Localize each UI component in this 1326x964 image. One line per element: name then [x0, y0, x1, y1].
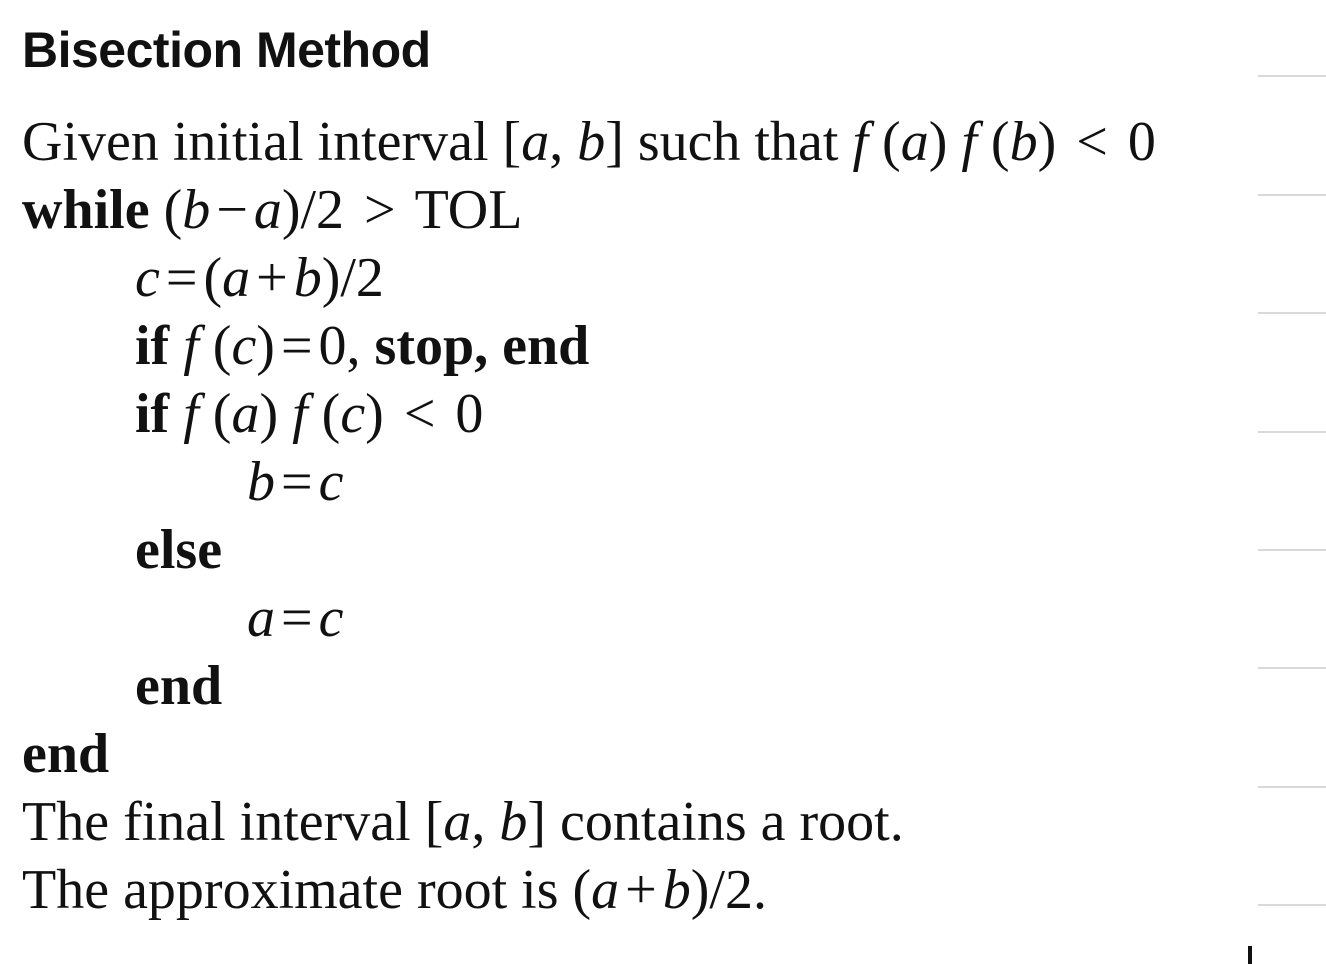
margin-rules [1254, 0, 1326, 964]
text-run: ( [307, 383, 341, 445]
text-run: )/2. [690, 859, 767, 921]
math-variable: c [318, 587, 344, 649]
keyword: end [135, 655, 223, 717]
math-variable: b [1009, 111, 1038, 173]
math-operator: + [256, 247, 288, 309]
algorithm-line [22, 448, 1156, 516]
text-run: ) [256, 315, 275, 377]
math-variable: a [247, 587, 275, 649]
math-variable: f [292, 383, 308, 445]
text-run [169, 383, 183, 445]
math-operator: = [281, 587, 313, 649]
math-variable: b [293, 247, 322, 309]
text-run: The final interval [ [22, 791, 444, 853]
math-variable: c [340, 383, 366, 445]
margin-rule [1258, 667, 1326, 669]
text-run: 0 [441, 383, 484, 445]
margin-rule [1258, 904, 1326, 906]
math-variable: f [852, 111, 869, 173]
text-run: ( [149, 179, 183, 241]
keyword: else [135, 519, 223, 581]
algorithm-title: Bisection Method [22, 22, 431, 78]
math-variable: a [900, 111, 929, 173]
text-cursor-mark [1248, 946, 1252, 964]
math-variable: c [318, 451, 344, 513]
math-operator: < [403, 383, 436, 445]
margin-rule [1258, 75, 1326, 77]
math-operator: + [625, 859, 657, 921]
math-variable: b [499, 791, 528, 853]
algorithm-line [22, 652, 1156, 720]
algorithm-line [22, 720, 1156, 788]
math-variable: f [183, 383, 199, 445]
math-variable: a [222, 247, 251, 309]
text-run: ] contains a root. [527, 791, 904, 853]
text-run: ) [259, 383, 293, 445]
algorithm-line [22, 244, 1156, 312]
math-variable: f [183, 315, 199, 377]
math-variable: a [253, 179, 282, 241]
keyword: if [135, 315, 170, 377]
math-operator: = [165, 247, 198, 309]
algorithm-line [22, 584, 1156, 652]
algorithm-line [22, 108, 1156, 176]
algorithm-line [22, 176, 1156, 244]
text-run: , [549, 111, 578, 173]
math-operator: = [281, 451, 313, 513]
text-run: ( [203, 247, 223, 309]
algorithm-line [22, 788, 1156, 856]
margin-rule [1258, 786, 1326, 788]
text-run: ( [868, 111, 901, 173]
algorithm-line [22, 380, 1156, 448]
math-operator: < [1076, 111, 1108, 173]
margin-rule [1258, 312, 1326, 314]
text-run: ) [365, 383, 398, 445]
margin-rule [1258, 431, 1326, 433]
text-run: )/2 [321, 247, 384, 309]
keyword: stop, end [374, 315, 590, 377]
text-run: ) [1037, 111, 1071, 173]
math-variable: f [961, 111, 977, 173]
math-variable: c [231, 315, 257, 377]
text-run: )/2 [281, 179, 359, 241]
text-run: ( [976, 111, 1010, 173]
algorithm-line [22, 856, 1156, 924]
algorithm-body [22, 108, 1156, 924]
keyword: while [22, 179, 150, 241]
keyword: if [135, 383, 170, 445]
keyword: end [22, 723, 110, 785]
algorithm-line [22, 516, 1156, 584]
text-run: TOL [401, 179, 523, 241]
math-variable: b [182, 179, 211, 241]
algorithm-line [22, 312, 1156, 380]
text-run: The approximate root is ( [22, 859, 592, 921]
math-variable: b [662, 859, 691, 921]
text-run: , [471, 791, 500, 853]
math-variable: c [135, 247, 160, 309]
math-variable: a [231, 383, 260, 445]
text-run: ] such that [605, 111, 853, 173]
text-run: 0 [1113, 111, 1156, 173]
text-run: ) [928, 111, 962, 173]
math-variable: b [577, 111, 606, 173]
text-run [169, 315, 183, 377]
text-run: ( [198, 383, 232, 445]
math-variable: a [443, 791, 472, 853]
margin-rule [1258, 194, 1326, 196]
math-variable: b [247, 451, 275, 513]
math-variable: a [521, 111, 550, 173]
text-run: ( [198, 315, 232, 377]
math-operator: − [216, 179, 248, 241]
math-operator: > [364, 179, 396, 241]
math-variable: a [591, 859, 620, 921]
math-operator: = [280, 315, 313, 377]
text-run: Given initial interval [ [22, 111, 522, 173]
text-run: 0, [318, 315, 375, 377]
margin-rule [1258, 549, 1326, 551]
